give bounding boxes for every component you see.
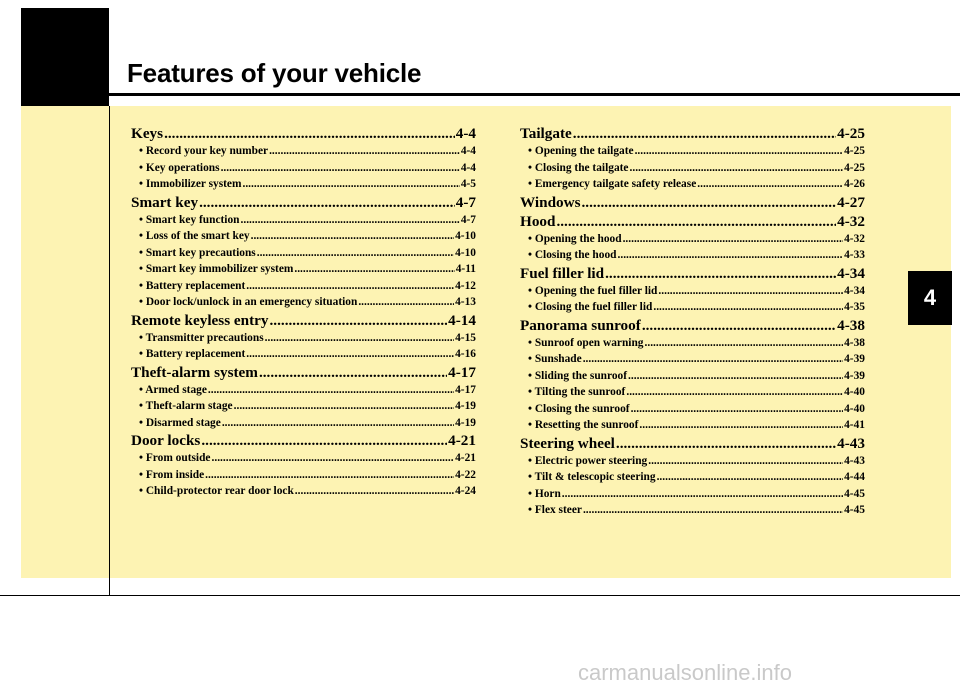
toc-item-label: • From outside [139, 452, 211, 464]
toc-item[interactable] [131, 415, 476, 432]
toc-item[interactable] [131, 467, 476, 484]
toc-page-number: 4-38 [844, 336, 865, 349]
toc-page-number: 4-41 [844, 419, 865, 431]
toc-item-label: • Tilt & telescopic steering [528, 471, 656, 483]
toc-leader [630, 160, 844, 177]
toc-section-title: Keys [131, 125, 164, 142]
toc-item-label: • Key operations [139, 161, 220, 174]
toc-section[interactable] [520, 212, 865, 231]
toc-item[interactable] [520, 469, 865, 486]
toc-leader [294, 261, 454, 278]
toc-item-label: • Horn [528, 487, 561, 500]
toc-section[interactable] [520, 124, 865, 143]
toc-page-number: 4-5 [460, 178, 476, 190]
toc-page-number: 4-39 [844, 353, 865, 365]
toc-item[interactable] [131, 261, 476, 278]
watermark: carmanualsonline.info [578, 660, 793, 685]
toc-item[interactable] [520, 335, 865, 352]
toc-leader [582, 193, 837, 212]
toc-leader [358, 294, 454, 311]
toc-item[interactable] [131, 160, 476, 177]
toc-page-number: 4-17 [455, 383, 476, 396]
toc-leader [270, 311, 448, 330]
toc-column-left [131, 124, 476, 500]
toc-leader [201, 431, 447, 450]
toc-leader [295, 483, 454, 500]
toc-item[interactable] [520, 486, 865, 503]
toc-leader [583, 351, 843, 368]
toc-leader [648, 453, 843, 470]
toc-item[interactable] [520, 417, 865, 434]
toc-leader [626, 384, 843, 401]
toc-item-label: • Flex steer [528, 504, 582, 516]
toc-page-number: 4-24 [455, 485, 476, 497]
chapter-corner-block [21, 8, 109, 106]
toc-section[interactable] [131, 124, 476, 143]
toc-item-label: • Battery replacement [139, 348, 246, 360]
toc-item[interactable] [520, 453, 865, 470]
toc-leader [222, 415, 454, 432]
toc-item[interactable] [131, 450, 476, 467]
toc-item-label: • Sunroof open warning [528, 336, 644, 349]
toc-leader [618, 247, 844, 264]
toc-item[interactable] [131, 228, 476, 245]
toc-item[interactable] [131, 398, 476, 415]
toc-page-number: 4-44 [844, 471, 865, 483]
toc-page-number: 4-19 [455, 400, 476, 412]
toc-page-number: 4-43 [837, 434, 865, 452]
toc-section[interactable] [520, 434, 865, 453]
toc-item-label: • Loss of the smart key [139, 230, 250, 242]
toc-section[interactable] [520, 264, 865, 283]
toc-leader [234, 398, 454, 415]
toc-item[interactable] [520, 283, 865, 300]
toc-section[interactable] [520, 316, 865, 335]
toc-page-number: 4-34 [844, 284, 865, 297]
toc-item-label: • Door lock/unlock in an emergency situation [139, 296, 358, 308]
toc-page-number: 4-32 [844, 232, 865, 245]
toc-page-number: 4-4 [460, 145, 476, 157]
toc-page-number: 4-16 [455, 348, 476, 360]
toc-item-label: • Opening the fuel filler lid [528, 284, 658, 297]
toc-leader [616, 434, 836, 453]
toc-leader [241, 212, 460, 229]
toc-leader [164, 124, 455, 143]
toc-leader [653, 299, 843, 316]
toc-leader [658, 283, 843, 300]
toc-section-title: Steering wheel [520, 434, 615, 452]
toc-page-number: 4-43 [844, 454, 865, 467]
toc-item-label: • Opening the hood [528, 232, 622, 245]
toc-item-label: • Disarmed stage [139, 416, 221, 429]
toc-leader [242, 176, 459, 193]
toc-section[interactable] [131, 363, 476, 382]
toc-leader [562, 486, 843, 503]
toc-section-title: Theft-alarm system [131, 363, 258, 381]
toc-item-label: • Resetting the sunroof [528, 419, 639, 431]
toc-leader [221, 160, 460, 177]
toc-item-label: • Opening the tailgate [528, 145, 634, 157]
toc-page-number: 4-39 [844, 369, 865, 382]
toc-item-label: • Tilting the sunroof [528, 386, 626, 398]
toc-item-label: • Record your key number [139, 145, 269, 157]
toc-section[interactable] [131, 193, 476, 212]
toc-section-title: Hood [520, 212, 556, 230]
toc-page-number: 4-35 [844, 301, 865, 313]
toc-page-number: 4-32 [837, 212, 865, 230]
toc-page-number: 4-12 [455, 279, 476, 292]
toc-leader [265, 330, 454, 347]
toc-page-number: 4-33 [844, 249, 865, 261]
toc-page-number: 4-15 [455, 331, 476, 344]
toc-leader [212, 450, 455, 467]
toc-leader [605, 264, 836, 283]
toc-section-title: Tailgate [520, 125, 572, 142]
toc-item[interactable] [520, 384, 865, 401]
toc-item-label: • Immobilizer system [139, 178, 242, 190]
toc-page-number: 4-19 [455, 416, 476, 429]
toc-leader [628, 368, 843, 385]
toc-item[interactable] [520, 368, 865, 385]
toc-item[interactable] [520, 502, 865, 519]
toc-item[interactable] [131, 212, 476, 229]
toc-section-title: Remote keyless entry [131, 311, 269, 329]
toc-section[interactable] [131, 431, 476, 450]
toc-item-label: • Smart key precautions [139, 246, 256, 259]
toc-page-number: 4-25 [837, 125, 865, 142]
toc-section-title: Windows [520, 193, 581, 211]
toc-item-label: • Emergency tailgate safety release [528, 178, 697, 190]
toc-item[interactable] [520, 351, 865, 368]
toc-item[interactable] [131, 143, 476, 160]
toc-section-title: Smart key [131, 193, 199, 211]
toc-item-label: • Sliding the sunroof [528, 369, 628, 382]
toc-item-label: • From inside [139, 468, 205, 481]
toc-item-label: • Child-protector rear door lock [139, 485, 294, 497]
toc-leader [208, 382, 454, 399]
toc-leader [199, 193, 455, 212]
toc-item-label: • Armed stage [139, 383, 207, 396]
margin-divider [109, 106, 110, 596]
toc-page-number: 4-26 [844, 178, 865, 190]
toc-item-label: • Closing the tailgate [528, 161, 629, 174]
toc-item-label: • Battery replacement [139, 279, 246, 292]
toc-leader [623, 231, 844, 248]
toc-page-number: 4-25 [844, 145, 865, 157]
title-rule [109, 93, 960, 96]
toc-leader [556, 212, 836, 231]
toc-item[interactable] [520, 176, 865, 193]
toc-page-number: 4-13 [455, 296, 476, 308]
toc-section-title: Panorama sunroof [520, 316, 641, 334]
toc-item[interactable] [131, 330, 476, 347]
toc-item-label: • Closing the fuel filler lid [528, 301, 653, 313]
toc-page-number: 4-22 [455, 468, 476, 481]
toc-page-number: 4-7 [460, 213, 476, 226]
toc-item[interactable] [520, 160, 865, 177]
toc-leader [269, 143, 460, 160]
toc-item[interactable] [131, 294, 476, 311]
toc-leader [257, 245, 454, 262]
toc-page-number: 4-34 [837, 264, 865, 282]
toc-item-label: • Smart key function [139, 213, 240, 226]
toc-item[interactable] [520, 231, 865, 248]
toc-leader [246, 346, 454, 363]
toc-item[interactable] [520, 299, 865, 316]
toc-leader [583, 502, 843, 519]
toc-page-number: 4-45 [844, 487, 865, 500]
toc-item[interactable] [131, 245, 476, 262]
toc-item[interactable] [131, 278, 476, 295]
toc-item[interactable] [520, 247, 865, 264]
toc-page-number: 4-11 [455, 263, 476, 275]
toc-leader [631, 401, 844, 418]
toc-leader [657, 469, 844, 486]
toc-column-right [520, 124, 865, 519]
toc-page-number: 4-40 [844, 386, 865, 398]
toc-page-number: 4-25 [844, 161, 865, 174]
toc-item[interactable] [131, 483, 476, 500]
toc-leader [251, 228, 455, 245]
toc-page-number: 4-10 [455, 230, 476, 242]
footer-rule [0, 595, 960, 596]
toc-item-label: • Transmitter precautions [139, 331, 264, 344]
page-title: Features of your vehicle [127, 58, 422, 88]
toc-page-number: 4-10 [455, 246, 476, 259]
toc-leader [573, 124, 836, 143]
toc-page-number: 4-4 [455, 125, 476, 142]
toc-item-label: • Closing the sunroof [528, 402, 630, 415]
toc-section[interactable] [131, 311, 476, 330]
toc-leader [639, 417, 843, 434]
toc-page-number: 4-38 [837, 316, 865, 334]
toc-leader [259, 363, 447, 382]
toc-page-number: 4-21 [455, 452, 476, 464]
toc-page-number: 4-27 [837, 193, 865, 211]
toc-item[interactable] [131, 346, 476, 363]
toc-leader [697, 176, 843, 193]
toc-page-number: 4-45 [844, 504, 865, 516]
toc-item-label: • Smart key immobilizer system [139, 263, 294, 275]
toc-page-number: 4-7 [455, 193, 476, 211]
toc-page-number: 4-17 [448, 363, 476, 381]
toc-section-title: Door locks [131, 432, 201, 449]
toc-leader [205, 467, 454, 484]
toc-item-label: • Sunshade [528, 353, 582, 365]
toc-page-number: 4-4 [460, 161, 476, 174]
toc-page-number: 4-21 [448, 432, 476, 449]
chapter-tab[interactable]: 4 [908, 271, 952, 325]
toc-item-label: • Theft-alarm stage [139, 400, 233, 412]
toc-item-label: • Closing the hood [528, 249, 617, 261]
toc-leader [635, 143, 844, 160]
toc-leader [645, 335, 844, 352]
toc-page-number: 4-14 [448, 311, 476, 329]
toc-leader [246, 278, 454, 295]
toc-item[interactable] [131, 176, 476, 193]
toc-section-title: Fuel filler lid [520, 264, 605, 282]
toc-leader [642, 316, 836, 335]
toc-section[interactable] [520, 193, 865, 212]
toc-item-label: • Electric power steering [528, 454, 648, 467]
toc-page-number: 4-40 [844, 402, 865, 415]
toc-item[interactable] [131, 382, 476, 399]
toc-item[interactable] [520, 401, 865, 418]
toc-item[interactable] [520, 143, 865, 160]
